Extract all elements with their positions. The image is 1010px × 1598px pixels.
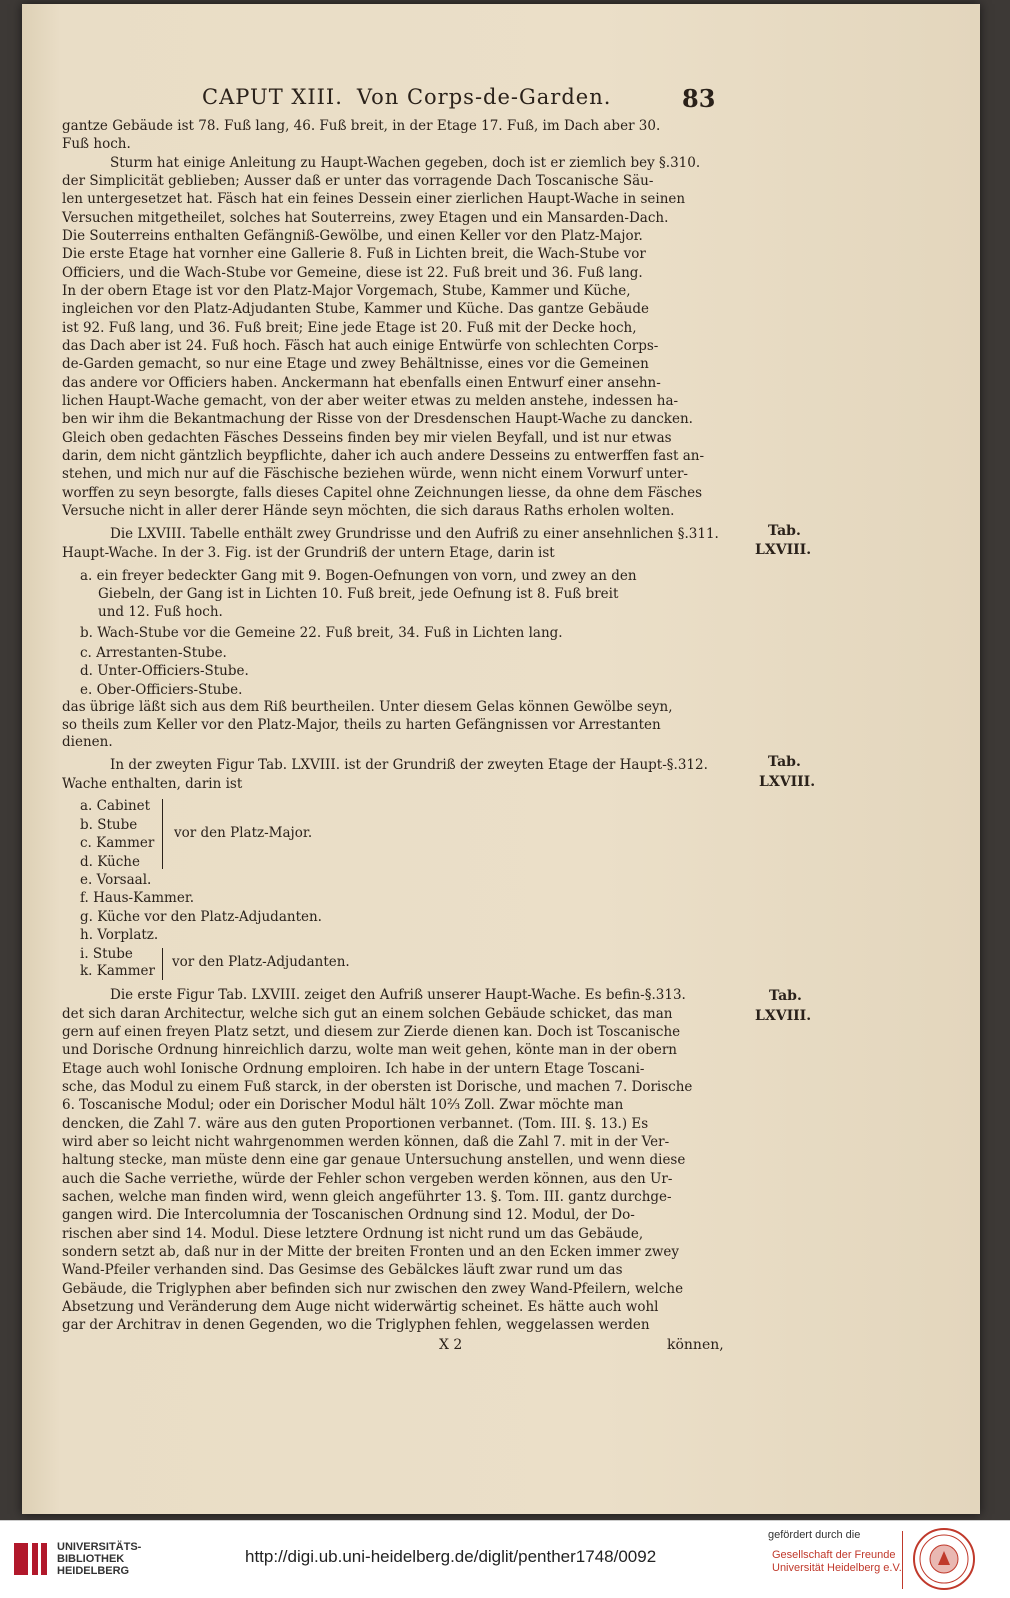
- margin-note-tab: Tab.: [769, 988, 802, 1004]
- text-line: Fuß hoch.: [62, 136, 131, 152]
- list-item: d. Küche: [80, 854, 140, 870]
- list-item: e. Vorsaal.: [80, 872, 152, 888]
- text-line: de-Garden gemacht, so nur eine Etage und zwey Behältnisse, eines vor die Gemeinen: [62, 356, 649, 372]
- text-line: Wand-Pfeiler verhanden sind. Das Gesimse des Gebälckes läuft zwar rund um das: [62, 1262, 623, 1278]
- list-item: d. Unter-Officiers-Stube.: [80, 663, 249, 679]
- text-line: det sich daran Architectur, welche sich gut an einem solchen Gebäude schicket, das man: [62, 1006, 673, 1022]
- list-item: g. Küche vor den Platz-Adjudanten.: [80, 909, 322, 925]
- divider: [902, 1531, 903, 1589]
- text-line: ben wir ihm die Bekantmachung der Risse von der Dresdenschen Haupt-Wache zu dancken.: [62, 411, 693, 427]
- list-item: h. Vorplatz.: [80, 927, 159, 943]
- list-item: c. Arrestanten-Stube.: [80, 645, 227, 661]
- list-item: k. Kammer: [80, 963, 155, 979]
- text-line: so theils zum Keller vor den Platz-Major, theils zu harten Gefängnissen vor Arrestanten: [62, 717, 661, 733]
- book-page: [22, 4, 980, 1514]
- list-item: a. ein freyer bedeckter Gang mit 9. Bogen-Oefnungen von vorn, und zwey an den: [80, 568, 637, 584]
- margin-note-tab: Tab.: [768, 754, 801, 770]
- library-logo-icon[interactable]: [12, 1539, 52, 1579]
- text-line: Officiers, und die Wach-Stube vor Gemeine, diese ist 22. Fuß breit und 36. Fuß lang.: [62, 265, 643, 281]
- text-line: gantze Gebäude ist 78. Fuß lang, 46. Fuß breit, in der Etage 17. Fuß, im Dach aber 30.: [62, 118, 661, 134]
- library-name[interactable]: UNIVERSITÄTS- BIBLIOTHEK HEIDELBERG: [57, 1541, 142, 1577]
- list-item: f. Haus-Kammer.: [80, 890, 195, 906]
- text-line: In der obern Etage ist vor den Platz-Major Vorgemach, Stube, Kammer und Küche,: [62, 283, 631, 299]
- list-item: b. Wach-Stube vor die Gemeine 22. Fuß breit, 34. Fuß in Lichten lang.: [80, 625, 563, 641]
- text-line: Absetzung und Veränderung dem Auge nicht widerwärtig scheinet. Es hätte auch wohl: [62, 1299, 659, 1315]
- text-line: der Simplicität geblieben; Ausser daß er unter das vorragende Dach Toscanische Säu-: [62, 173, 654, 189]
- text-line: das übrige läßt sich aus dem Riß beurtheilen. Unter diesem Gelas können Gewölbe seyn,: [62, 699, 673, 715]
- margin-note-tab: Tab.: [768, 523, 801, 539]
- catchword: können,: [667, 1337, 724, 1353]
- list-item: und 12. Fuß hoch.: [98, 604, 223, 620]
- viewer-footer: [0, 1520, 1010, 1598]
- university-seal-icon: [912, 1527, 976, 1591]
- text-line: auch die Sache verriethe, würde der Fehler schon vergeben werden können, aus den Ur-: [62, 1171, 673, 1187]
- text-line: das andere vor Officiers haben. Anckermann hat ebenfalls einen Entwurf einer ansehn-: [62, 375, 661, 391]
- text-line: gern auf einen freyen Platz setzt, und diesem zur Zierde dienen kan. Doch ist Toscanische: [62, 1024, 681, 1040]
- list-item: i. Stube: [80, 946, 133, 962]
- text-line: Versuche nicht in aller derer Hände seyn möchten, die sich daraus Raths erholen wolten.: [62, 503, 675, 519]
- chapter-title: Von Corps-de-Garden.: [356, 85, 612, 109]
- list-item: c. Kammer: [80, 835, 155, 851]
- text-line: gangen wird. Die Intercolumnia der Toscanischen Ordnung sind 12. Modul, der Do-: [62, 1207, 635, 1223]
- list-item: b. Stube: [80, 817, 138, 833]
- text-line: darin, dem nicht gäntzlich beypflichte, daher ich auch andere Desseins zu entwerffen fast an-: [62, 448, 705, 464]
- text-line: gar der Architrav in denen Gegenden, wo die Triglyphen fehlen, weggelassen werden: [62, 1317, 650, 1333]
- text-line: wird aber so leicht nicht wahrgenommen werden können, daß die Zahl 7. mit in der Ver-: [62, 1134, 670, 1150]
- text-line: Etage auch wohl Ionische Ordnung emploiren. Ich habe in der untern Etage Toscani-: [62, 1061, 645, 1077]
- text-line: Gebäude, die Triglyphen aber befinden sich nur zwischen den zwey Wand-Pfeilern, welche: [62, 1281, 684, 1297]
- text-line: Sturm hat einige Anleitung zu Haupt-Wachen gegeben, doch ist er ziemlich bey §.310.: [110, 155, 701, 171]
- list-item: e. Ober-Officiers-Stube.: [80, 682, 243, 698]
- list-item: Giebeln, der Gang ist in Lichten 10. Fuß breit, jede Oefnung ist 8. Fuß breit: [98, 586, 619, 602]
- text-line: das Dach aber ist 24. Fuß hoch. Fäsch hat auch einige Entwürfe von schlechten Corps-: [62, 338, 659, 354]
- caput-label: CAPUT XIII.: [202, 85, 343, 109]
- permalink-url[interactable]: http://digi.ub.uni-heidelberg.de/diglit/penther1748/0092: [245, 1547, 657, 1566]
- text-line: ingleichen vor den Platz-Adjudanten Stube, Kammer und Küche. Das gantze Gebäude: [62, 301, 649, 317]
- text-line: Die LXVIII. Tabelle enthält zwey Grundrisse und den Aufriß zu einer ansehnlichen §.311.: [110, 526, 719, 542]
- brace: [152, 948, 163, 980]
- text-line: 6. Toscanische Modul; oder ein Dorischer Modul hält 10⅔ Zoll. Zwar möchte man: [62, 1097, 624, 1113]
- text-line: In der zweyten Figur Tab. LXVIII. ist der Grundriß der zweyten Etage der Haupt-§.312.: [110, 757, 708, 773]
- text-line: sche, das Modul zu einem Fuß starck, in der obersten ist Dorische, und machen 7. Dorische: [62, 1079, 693, 1095]
- text-line: haltung stecke, man müste denn eine gar genaue Untersuchung anstellen, und wenn diese: [62, 1152, 686, 1168]
- margin-note-plate: LXVIII.: [755, 1008, 812, 1024]
- text-line: Gleich oben gedachten Fäsches Desseins finden bey mir vielen Beyfall, und ist nur etwas: [62, 430, 672, 446]
- brace-label: vor den Platz-Adjudanten.: [172, 954, 350, 970]
- text-line: worffen zu seyn besorgte, falls dieses Capitel ohne Zeichnungen liesse, da ohne dem Fäsches: [62, 485, 703, 501]
- signature-mark: X 2: [439, 1337, 463, 1353]
- list-item: a. Cabinet: [80, 798, 151, 814]
- text-line: Die erste Etage hat vornher eine Gallerie 8. Fuß in Lichten breit, die Wach-Stube vor: [62, 246, 646, 262]
- text-line: sondern setzt ab, daß nur in der Mitte der breiten Fronten und an den Ecken immer zwey: [62, 1244, 680, 1260]
- text-line: Wache enthalten, darin ist: [62, 776, 243, 792]
- sponsor-label: gefördert durch die: [768, 1529, 861, 1541]
- text-line: Die Souterreins enthalten Gefängniß-Gewölbe, und einen Keller vor den Platz-Major.: [62, 228, 643, 244]
- text-line: Die erste Figur Tab. LXVIII. zeiget den Aufriß unserer Haupt-Wache. Es befin-§.313.: [110, 987, 686, 1003]
- text-line: Versuchen mitgetheilet, solches hat Souterreins, zwey Etagen und ein Mansarden-Dach.: [62, 210, 669, 226]
- text-line: ist 92. Fuß lang, und 36. Fuß breit; Eine jede Etage ist 20. Fuß mit der Decke hoch,: [62, 320, 637, 336]
- brace: [152, 799, 163, 869]
- margin-note-plate: LXVIII.: [759, 774, 816, 790]
- brace-label: vor den Platz-Major.: [174, 825, 313, 841]
- text-line: lichen Haupt-Wache gemacht, von der aber weiter etwas zu melden anstehe, indessen ha-: [62, 393, 679, 409]
- text-line: dienen.: [62, 734, 113, 750]
- running-head: [202, 85, 742, 109]
- sponsor-name[interactable]: Gesellschaft der Freunde Universität Heidelberg e.V.: [772, 1549, 902, 1574]
- text-line: rischen aber sind 14. Modul. Diese letztere Ordnung ist nicht rund um das Gebäude,: [62, 1226, 644, 1242]
- text-line: stehen, und mich nur auf die Fäschische beziehen würde, wenn nicht einem Vorwurf unter-: [62, 466, 688, 482]
- text-line: Haupt-Wache. In der 3. Fig. ist der Grundriß der untern Etage, darin ist: [62, 545, 555, 561]
- margin-note-plate: LXVIII.: [755, 542, 812, 558]
- page-number: 83: [682, 84, 716, 113]
- text-line: und Dorische Ordnung hinreichlich darzu, wolte man weit gehen, könte man in der obern: [62, 1042, 677, 1058]
- text-line: sachen, welche man finden wird, wenn gleich angeführter 13. §. Tom. III. gantz durchge-: [62, 1189, 672, 1205]
- text-line: dencken, die Zahl 7. wäre aus den guten Proportionen verbannet. (Tom. III. §. 13.) Es: [62, 1116, 649, 1132]
- text-line: len untergesetzet hat. Fäsch hat ein feines Dessein einer zierlichen Haupt-Wache in seinen: [62, 191, 686, 207]
